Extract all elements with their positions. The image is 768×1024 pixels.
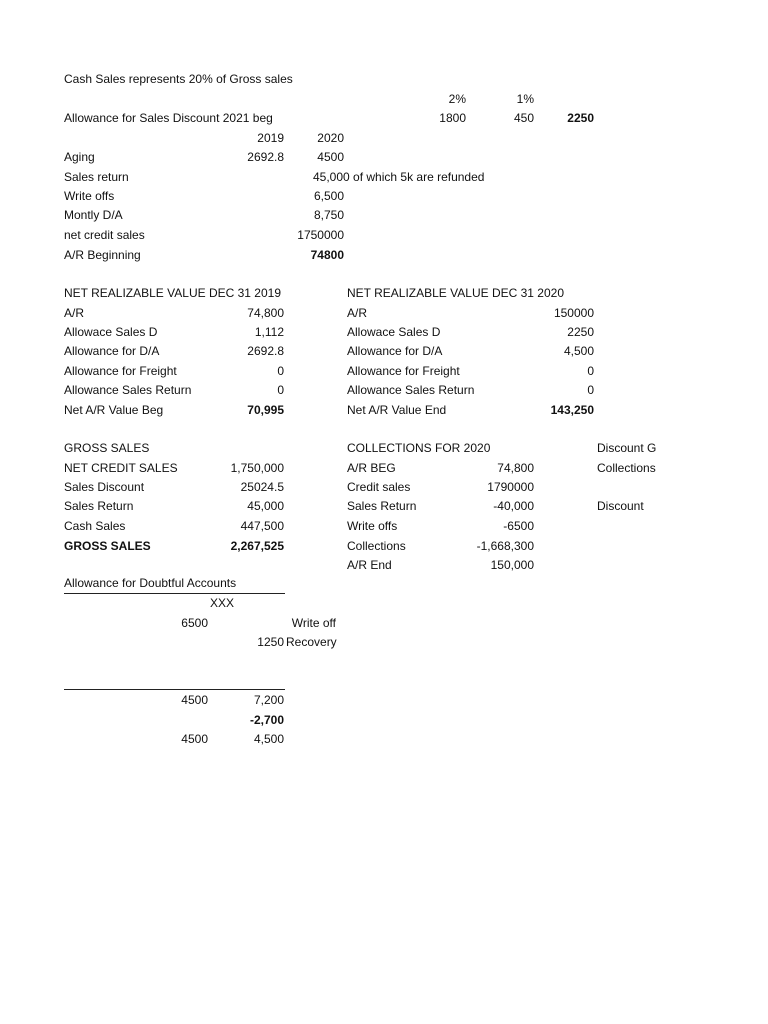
nrv-2020-title: NET REALIZABLE VALUE DEC 31 2020 xyxy=(347,286,564,300)
year-2019-header: 2019 xyxy=(257,131,284,145)
collections-label: Write offs xyxy=(347,519,398,533)
nrv-2019-value: 2692.8 xyxy=(247,344,284,358)
nrv-2020-net-value: 143,250 xyxy=(550,403,594,417)
row-label: Sales return xyxy=(64,170,129,184)
ar-beginning-value: 74800 xyxy=(310,248,344,262)
nrv-2019-value: 0 xyxy=(277,364,284,378)
gross-total-label: GROSS SALES xyxy=(64,539,151,553)
write-off-label: Write off xyxy=(291,616,336,630)
nrv-2020-label: Allowace Sales D xyxy=(347,325,441,339)
collections-value: -1,668,300 xyxy=(476,539,534,553)
clipped-column xyxy=(597,441,658,521)
cash-sales-note: Cash Sales represents 20% of Gross sales xyxy=(64,72,293,86)
t-account-top-rule xyxy=(64,593,285,594)
ending-right: 4,500 xyxy=(253,732,284,746)
net-credit-sales-value: 1750000 xyxy=(297,228,344,242)
collections-value: -40,000 xyxy=(493,499,534,513)
pct-1-header: 1% xyxy=(516,92,534,106)
collections-value: -6500 xyxy=(503,519,534,533)
gross-value: 1,750,000 xyxy=(230,461,284,475)
nrv-2020-label: Net A/R Value End xyxy=(347,403,447,417)
gross-label: NET CREDIT SALES xyxy=(64,461,178,475)
gross-value: 45,000 xyxy=(247,499,284,513)
write-off-amount: 6500 xyxy=(181,616,208,630)
allowance-2pct: 1800 xyxy=(439,111,466,125)
nrv-2019-value: 1,112 xyxy=(254,325,284,339)
gross-label: Sales Discount xyxy=(64,480,145,494)
allowance-total: 2250 xyxy=(567,111,594,125)
aging-2020: 4500 xyxy=(317,150,344,164)
nrv-2020-value: 4,500 xyxy=(563,344,594,358)
ending-left: 4500 xyxy=(181,732,208,746)
allowance-label: Allowance for Sales Discount 2021 beg xyxy=(64,111,273,125)
recovery-amount: 1250 xyxy=(257,635,284,649)
nrv-2020-value: 0 xyxy=(587,383,594,397)
adjustment-right: -2,700 xyxy=(249,713,284,727)
discount-g-label: Discount G xyxy=(597,441,657,455)
collections-side-label: Collections xyxy=(597,461,656,475)
nrv-2019-label: Net A/R Value Beg xyxy=(64,403,164,417)
collections-label: Credit sales xyxy=(347,480,411,494)
balance-right: 7,200 xyxy=(253,693,284,707)
t-account-xxx: XXX xyxy=(209,596,234,610)
allowance-1pct: 450 xyxy=(513,111,534,125)
discount-side-label: Discount xyxy=(597,499,644,513)
row-label: Aging xyxy=(64,150,95,164)
gross-value: 447,500 xyxy=(240,519,284,533)
nrv-2020-label: Allowance for Freight xyxy=(347,364,460,378)
nrv-2019-label: Allowance for Freight xyxy=(64,364,177,378)
pct-2-header: 2% xyxy=(448,92,466,106)
gross-label: Cash Sales xyxy=(64,519,126,533)
row-label: Write offs xyxy=(64,189,115,203)
nrv-2019-net-value: 70,995 xyxy=(247,403,284,417)
gross-sales-title: GROSS SALES xyxy=(64,441,150,455)
nrv-2020-label: Allowance for D/A xyxy=(347,344,443,358)
balance-left: 4500 xyxy=(181,693,208,707)
collections-title: COLLECTIONS FOR 2020 xyxy=(347,441,491,455)
nrv-2019-label: Allowance Sales Return xyxy=(64,383,192,397)
gross-total-value: 2,267,525 xyxy=(230,539,284,553)
nrv-2020-label: A/R xyxy=(347,306,368,320)
collections-label: A/R BEG xyxy=(347,461,396,475)
nrv-2020-value: 2250 xyxy=(567,325,594,339)
nrv-2019-label: A/R xyxy=(64,306,85,320)
nrv-2019-value: 74,800 xyxy=(247,306,284,320)
row-label: Montly D/A xyxy=(64,208,123,222)
gross-value: 25024.5 xyxy=(240,480,284,494)
t-account-bottom-rule xyxy=(64,689,285,690)
write-offs-value: 6,500 xyxy=(313,189,344,203)
year-2020-header: 2020 xyxy=(317,131,344,145)
monthly-da-value: 8,750 xyxy=(313,208,344,222)
t-account-title: Allowance for Doubtful Accounts xyxy=(64,576,237,590)
collections-value: 1790000 xyxy=(487,480,534,494)
nrv-2020-value: 0 xyxy=(587,364,594,378)
nrv-2020-value: 150000 xyxy=(553,306,594,320)
collections-label: A/R End xyxy=(347,558,392,572)
nrv-2019-label: Allowace Sales D xyxy=(64,325,158,339)
collections-value: 74,800 xyxy=(497,461,534,475)
row-label: A/R Beginning xyxy=(64,248,141,262)
sales-return-note: 45,000 of which 5k are refunded xyxy=(313,170,485,184)
collections-label: Sales Return xyxy=(347,499,417,513)
row-label: net credit sales xyxy=(64,228,145,242)
nrv-2019-label: Allowance for D/A xyxy=(64,344,160,358)
nrv-2019-title: NET REALIZABLE VALUE DEC 31 2019 xyxy=(64,286,281,300)
collections-value: 150,000 xyxy=(490,558,534,572)
gross-label: Sales Return xyxy=(64,499,134,513)
nrv-2019-value: 0 xyxy=(277,383,284,397)
collections-label: Collections xyxy=(347,539,406,553)
nrv-2020-label: Allowance Sales Return xyxy=(347,383,475,397)
recovery-label: Recovery xyxy=(286,635,337,649)
aging-2019: 2692.8 xyxy=(247,150,284,164)
